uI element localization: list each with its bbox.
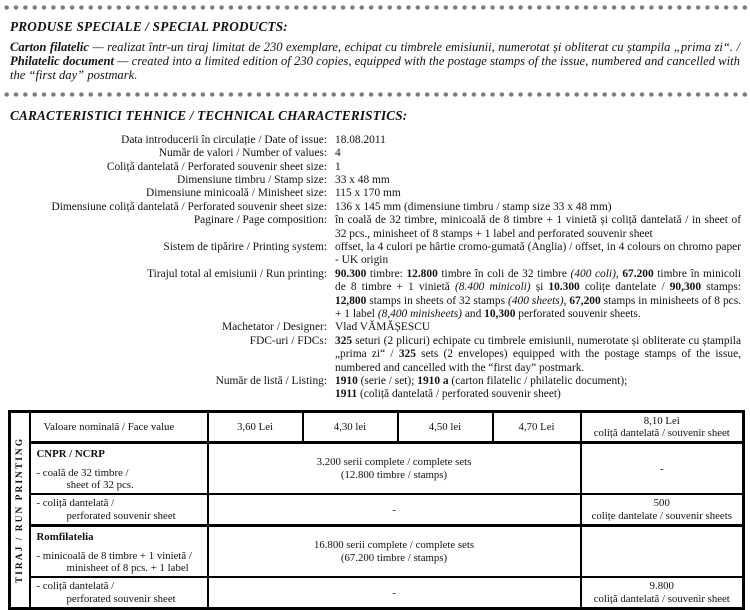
spec-row-printing-system: [0, 241, 750, 268]
cnpr-sheet-souvenir-cell: -: [581, 442, 744, 494]
spec-label: Coliță dantelată / Perforated souvenir sheet size:: [106, 160, 327, 173]
souvenir-sheet-price: 8,10 Lei: [643, 414, 680, 427]
spec-value: Vlad VĂMĂȘESCU: [335, 321, 431, 334]
spec-row-fdcs: [0, 335, 750, 375]
romfilatelia-souvenir-item-en: perforated souvenir sheet: [66, 592, 176, 605]
spec-row-page-composition: [0, 214, 750, 241]
romfilatelia-minisheet-row-label: [30, 525, 208, 577]
cnpr-souvenir-item-en: perforated souvenir sheet: [66, 509, 176, 522]
cnpr-souvenir-item-ro: - coliță dantelată /: [36, 497, 115, 510]
spec-row-date-of-issue: [0, 134, 750, 147]
characteristics-list: [0, 134, 750, 402]
spec-label: Data introducerii în circulație / Date of issue:: [121, 133, 327, 146]
spec-label: FDC-uri / FDCs:: [249, 334, 327, 347]
romfilatelia-minisheet-souvenir-cell: [581, 525, 744, 577]
dotted-divider-middle: [2, 91, 748, 98]
romfilatelia-minisheet-item-en: minisheet of 8 pcs. + 1 label: [66, 562, 189, 575]
cnpr-sheet-sets-ro: 3.200 serii complete / complete sets: [316, 456, 472, 469]
souvenir-sheet-caption: coliță dantelată / souvenir sheet: [593, 426, 730, 439]
face-value-2: 4,30 lei: [303, 411, 398, 442]
romfilatelia-minisheet-sets-cell: [208, 525, 581, 577]
spec-row-stamp-size: [0, 174, 750, 187]
cnpr-souvenir-count: 500: [653, 497, 670, 510]
cnpr-souvenir-caption: colițe dantelate / souvenir sheets: [591, 509, 732, 522]
spec-value: 90.300 timbre: 12.800 timbre în coli de 32 timbre (400 coli), 67.200 timbre în minicoli de 8 timbre + 1 vinietă (8.400 minicoli) și 10.300 colițe dantelate / 90,300 stamps: 12,800 stamps in sheets of 32 stamps (400 sheets), 67,200 stamps in minisheets of 8 pcs. + 1 label (8,400 minisheets) and 10,300 perforated souvenir sheets.: [335, 267, 742, 320]
spec-value: 1910 (serie / set); 1910 a (carton filatelic / philatelic document); 1911 (coliță dantelată / perforated souvenir sheet): [335, 375, 628, 401]
face-value-souvenir-sheet: [581, 411, 744, 442]
spec-value: 115 x 170 mm: [335, 187, 401, 200]
face-value-4: 4,70 Lei: [493, 411, 581, 442]
romfilatelia-org-name: Romfilatelia: [36, 530, 94, 543]
spec-value: în coală de 32 timbre, minicoală de 8 timbre + 1 vinietă și coliță dantelată / in sheet of 32 pcs., minisheet of 8 stamps + 1 label and perforated souvenir sheet: [335, 214, 741, 240]
spec-value: 33 x 48 mm: [335, 173, 390, 186]
cnpr-sheet-item-en: sheet of 32 pcs.: [66, 479, 134, 492]
cnpr-souvenir-count-cell: [581, 494, 744, 525]
spec-label: Dimensiune timbru / Stamp size:: [177, 173, 327, 186]
romfilatelia-minisheet-sets-ro: 16.800 serii complete / complete sets: [313, 539, 475, 552]
technical-characteristics-heading: CARACTERISTICI TEHNICE / TECHNICAL CHARACTERISTICS:: [10, 107, 408, 123]
spec-label: Dimensiune coliță dantelată / Perforated souvenir sheet size:: [51, 200, 327, 213]
spec-label: Dimensiune minicoală / Minisheet size:: [146, 187, 327, 200]
romfilatelia-souvenir-count: 9.800: [649, 580, 674, 593]
table-side-cell: [10, 411, 30, 608]
cnpr-sheet-sets-cell: [208, 442, 581, 494]
spec-row-minisheet-size: [0, 187, 750, 200]
face-value-3: 4,50 lei: [398, 411, 493, 442]
spec-row-number-of-values: [0, 147, 750, 160]
document-page: [0, 4, 750, 605]
face-value-header: Valoare nominală / Face value: [30, 411, 208, 442]
romfilatelia-souvenir-count-cell: [581, 577, 744, 608]
dotted-divider-top: [2, 4, 748, 11]
romfilatelia-souvenir-item-ro: - coliță dantelată /: [36, 580, 115, 593]
cnpr-org-name: CNPR / NCRP: [36, 447, 105, 460]
face-value-1: 3,60 Lei: [208, 411, 303, 442]
spec-label: Număr de valori / Number of values:: [158, 147, 327, 160]
spec-value: 325 seturi (2 plicuri) echipate cu timbrele emisiunii, numerotate și obliterate cu ștampila „prima zi“ / 325 sets (2 envelopes) equipped with the postage stamps of the issue, numbered and cancelled with the “first day” postmark.: [335, 334, 741, 374]
spec-value: 1: [335, 160, 341, 173]
spec-label: Număr de listă / Listing:: [215, 375, 327, 388]
cnpr-souvenir-sets-cell: -: [208, 494, 581, 525]
romfilatelia-souvenir-row-label: [30, 577, 208, 608]
spec-value: 18.08.2011: [335, 133, 386, 146]
spec-row-souvenir-sheet-size: [0, 201, 750, 214]
spec-row-listing: [0, 375, 750, 402]
romfilatelia-minisheet-sets-en: (67.200 timbre / stamps): [340, 551, 448, 564]
run-printing-vertical-label: TIRAJ / RUN PRINTING: [14, 436, 25, 584]
spec-value: 136 x 145 mm (dimensiune timbru / stamp size 33 x 48 mm): [335, 200, 612, 213]
cnpr-sheet-sets-en: (12.800 timbre / stamps): [340, 468, 448, 481]
romfilatelia-souvenir-caption: coliță dantelată / souvenir sheet: [593, 592, 730, 605]
spec-row-souvenir-sheet-count: [0, 161, 750, 174]
spec-row-run-printing: [0, 268, 750, 322]
special-products-heading: PRODUSE SPECIALE / SPECIAL PRODUCTS:: [10, 19, 288, 34]
cnpr-sheet-row-label: [30, 442, 208, 494]
cnpr-sheet-item-ro: - coală de 32 timbre /: [36, 467, 129, 480]
romfilatelia-souvenir-sets-cell: -: [208, 577, 581, 608]
special-products-paragraph: Carton filatelic — realizat într-un tiraj limitat de 230 exemplare, echipat cu timbrele emisiunii, numerotat și obliterat cu ștampila „prima zi“. / Philatelic document — created into a limited edition of 230 copies, equipped with the postage stamps of the issue, numbered and cancelled with the “first day” postmark.: [10, 40, 740, 82]
spec-label: Paginare / Page composition:: [193, 214, 327, 227]
cnpr-souvenir-row-label: [30, 494, 208, 525]
spec-label: Tirajul total al emisiunii / Run printing:: [147, 267, 327, 280]
print-run-table: [8, 410, 745, 610]
spec-value: offset, la 4 culori pe hârtie cromo-gumată (Anglia) / offset, in 4 colours on chromo paper - UK origin: [335, 240, 741, 267]
spec-row-designer: [0, 321, 750, 334]
spec-label: Sistem de tipărire / Printing system:: [163, 240, 327, 253]
spec-label: Machetator / Designer:: [221, 321, 327, 334]
romfilatelia-minisheet-item-ro: - minicoală de 8 timbre + 1 vinietă /: [36, 550, 192, 563]
spec-value: 4: [335, 147, 341, 160]
